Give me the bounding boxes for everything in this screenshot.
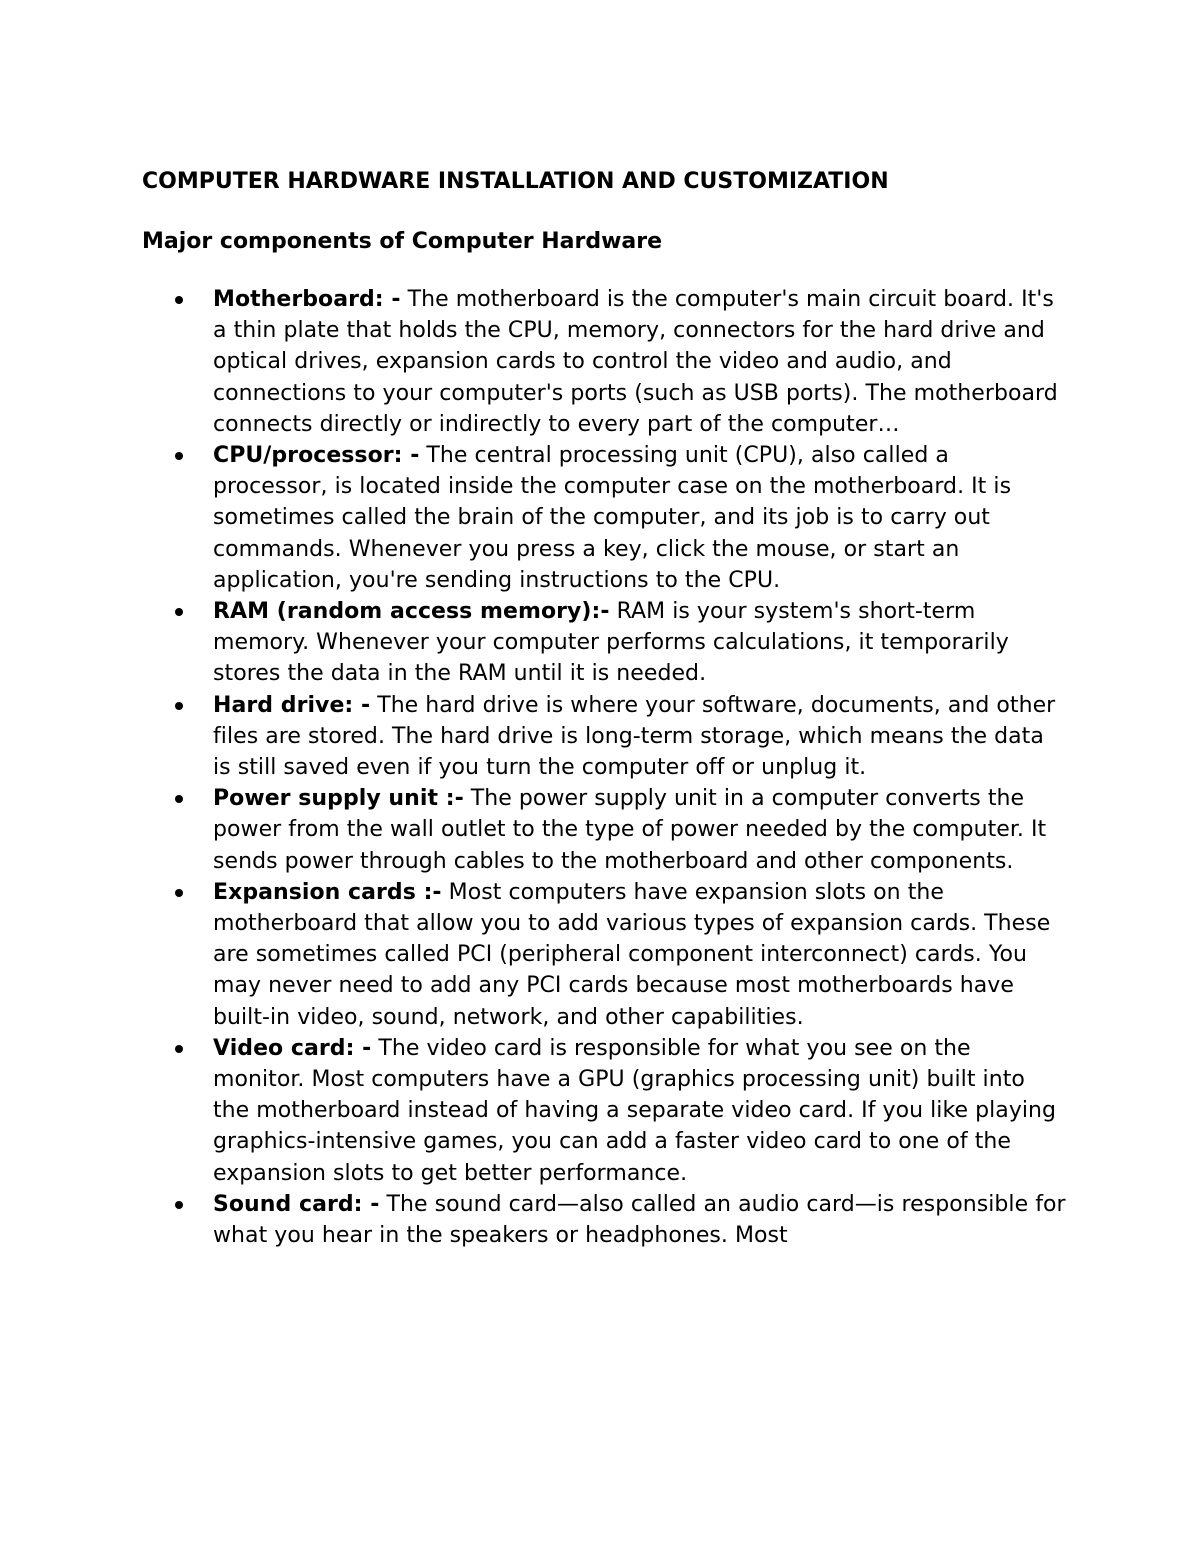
list-item-video-card bbox=[0, 1033, 1068, 1189]
component-list bbox=[0, 284, 1200, 1251]
bullet-icon bbox=[175, 296, 183, 304]
item-term: Expansion cards :- bbox=[213, 879, 442, 905]
list-item-power-supply bbox=[0, 783, 1068, 877]
item-description: The video card is responsible for what you see on the monitor. Most computers have a GPU (graphics processing unit) built into the motherboard instead of having a separate video card. If you like playing graphics-intensive games, you can add a faster video card to one of the expansion slots to get better performance. bbox=[213, 1035, 1057, 1186]
list-item-motherboard bbox=[0, 284, 1068, 440]
bullet-icon bbox=[175, 795, 183, 803]
item-term: CPU/processor: - bbox=[213, 443, 420, 469]
bullet-icon bbox=[175, 702, 183, 710]
item-description: The motherboard is the computer's main circuit board. It's a thin plate that holds the CPU, memory, connectors for the hard drive and optical drives, expansion cards to control the video and audio, and connections to your computer's ports (such as USB ports). The motherboard connects directly or indirectly to every part of the computer… bbox=[213, 287, 1058, 437]
bullet-icon bbox=[175, 1045, 183, 1053]
list-item-ram bbox=[0, 596, 1068, 690]
item-description: RAM is your system's short-term memory. Whenever your computer performs calculations, it temporarily stores the data in the RAM until it is needed. bbox=[213, 599, 1009, 687]
bullet-icon bbox=[175, 889, 183, 897]
bullet-icon bbox=[175, 452, 183, 460]
section-heading: Major components of Computer Hardware bbox=[142, 229, 663, 254]
item-term: Hard drive: - bbox=[213, 692, 371, 718]
item-description: The power supply unit in a computer converts the power from the wall outlet to the type of power needed by the computer. It sends power through cables to the motherboard and other components. bbox=[213, 786, 1047, 874]
item-description: The sound card—also called an audio card—is responsible for what you hear in the speakers or headphones. Most bbox=[213, 1191, 1066, 1249]
bullet-icon bbox=[175, 1201, 183, 1209]
item-term: Power supply unit :- bbox=[213, 786, 464, 812]
list-item-sound-card bbox=[0, 1189, 1068, 1251]
item-term: Video card: - bbox=[213, 1035, 372, 1061]
document-title: COMPUTER HARDWARE INSTALLATION AND CUSTOMIZATION bbox=[142, 169, 889, 194]
list-item-expansion-cards bbox=[0, 877, 1068, 1033]
list-item-hard-drive bbox=[0, 690, 1068, 784]
item-term: Sound card: - bbox=[213, 1191, 380, 1217]
item-description: The central processing unit (CPU), also called a processor, is located inside the computer case on the motherboard. It is sometimes called the brain of the computer, and its job is to carry out commands. Whenever you press a key, click the mouse, or start an application, you're sending instructions to the CPU. bbox=[213, 443, 1012, 593]
list-item-cpu bbox=[0, 440, 1068, 596]
item-description: The hard drive is where your software, documents, and other files are stored. The hard drive is long-term storage, which means the data is still saved even if you turn the computer off or unplug it. bbox=[213, 692, 1056, 781]
bullet-icon bbox=[175, 608, 183, 616]
item-term: RAM (random access memory):- bbox=[213, 599, 610, 625]
item-description: Most computers have expansion slots on the motherboard that allow you to add various types of expansion cards. These are sometimes called PCI (peripheral component interconnect) cards. You may never need to add any PCI cards because most motherboards have built-in video, sound, network, and other capabilities. bbox=[213, 879, 1051, 1030]
item-term: Motherboard: - bbox=[213, 287, 401, 312]
